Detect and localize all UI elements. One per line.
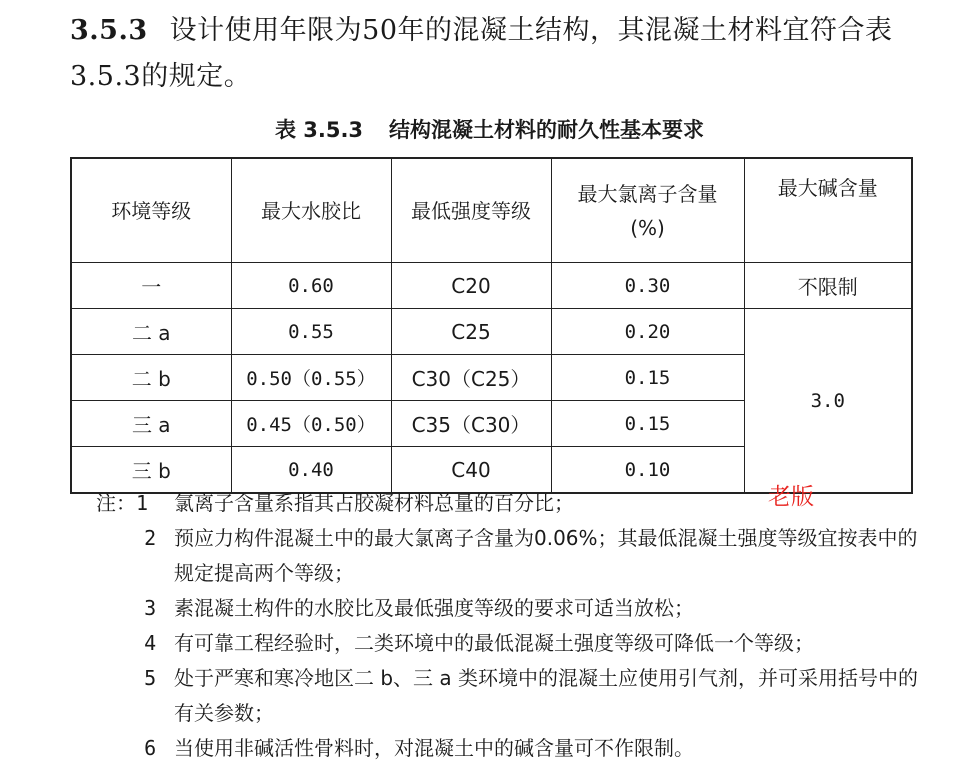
note-item [96, 626, 936, 661]
table-header-row [71, 158, 912, 263]
cell-chloride: 0.15 [551, 401, 744, 447]
cell-env: 二 a [71, 309, 231, 355]
table-row [71, 263, 912, 309]
header-chloride-label: 最大氯离子含量 [577, 181, 718, 206]
note-text: 处于严寒和寒冷地区二 b、三 a 类环境中的混凝土应使用引气剂，并可采用括号中的有关参数； [174, 666, 919, 725]
cell-strength: C25 [391, 309, 551, 355]
table-caption-title: 结构混凝土材料的耐久性基本要求 [389, 118, 705, 142]
clause-paragraph [70, 8, 930, 100]
clause-number: 3.5.3 [70, 15, 148, 46]
header-chloride [551, 158, 744, 263]
note-number: 4 [144, 631, 157, 655]
table-caption-number: 表 3.5.3 [274, 118, 364, 142]
note-text: 当使用非碱活性骨料时，对混凝土中的碱含量可不作限制。 [174, 736, 694, 760]
clause-text: 设计使用年限为50年的混凝土结构，其混凝土材料宜符合表3.5.3的规定。 [70, 15, 893, 92]
note-text: 预应力构件混凝土中的最大氯离子含量为0.06%；其最低混凝土强度等级宜按表中的规定提高两个等级； [174, 526, 918, 585]
header-env: 环境等级 [71, 158, 231, 263]
note-number: 6 [144, 736, 157, 760]
cell-chloride: 0.20 [551, 309, 744, 355]
cell-water-binder: 0.45（0.50） [231, 401, 391, 447]
table-caption [0, 114, 979, 144]
note-text: 氯离子含量系指其占胶凝材料总量的百分比； [174, 491, 574, 515]
table-row [71, 309, 912, 355]
cell-strength: C40 [391, 447, 551, 494]
cell-strength: C30（C25） [391, 355, 551, 401]
cell-water-binder: 0.55 [231, 309, 391, 355]
cell-alkali-merged: 3.0 [744, 309, 912, 494]
old-version-annotation: 老版 [768, 484, 814, 510]
note-item [96, 591, 936, 626]
note-item [96, 661, 936, 731]
cell-alkali-unlimited: 不限制 [744, 263, 912, 309]
cell-env: 三 b [71, 447, 231, 494]
header-alkali: 最大碱含量 [744, 158, 912, 263]
note-item [96, 486, 936, 521]
cell-chloride: 0.30 [551, 263, 744, 309]
cell-chloride: 0.10 [551, 447, 744, 494]
note-item [96, 731, 936, 766]
cell-strength: C35（C30） [391, 401, 551, 447]
cell-env: 二 b [71, 355, 231, 401]
cell-water-binder: 0.40 [231, 447, 391, 494]
table-notes [96, 486, 936, 766]
cell-water-binder: 0.60 [231, 263, 391, 309]
note-text: 有可靠工程经验时，二类环境中的最低混凝土强度等级可降低一个等级； [174, 631, 814, 655]
notes-label: 注： [96, 491, 136, 515]
note-text: 素混凝土构件的水胶比及最低强度等级的要求可适当放松； [174, 596, 694, 620]
durability-table [70, 157, 913, 494]
cell-chloride: 0.15 [551, 355, 744, 401]
note-number: 1 [136, 491, 149, 515]
header-strength: 最低强度等级 [391, 158, 551, 263]
cell-env: 三 a [71, 401, 231, 447]
note-number: 5 [144, 666, 157, 690]
cell-water-binder: 0.50（0.55） [231, 355, 391, 401]
note-item [96, 521, 936, 591]
header-water-binder: 最大水胶比 [231, 158, 391, 263]
cell-strength: C20 [391, 263, 551, 309]
note-number: 2 [144, 526, 157, 550]
cell-env: 一 [71, 263, 231, 309]
note-number: 3 [144, 596, 157, 620]
header-chloride-unit: (%) [630, 215, 665, 240]
